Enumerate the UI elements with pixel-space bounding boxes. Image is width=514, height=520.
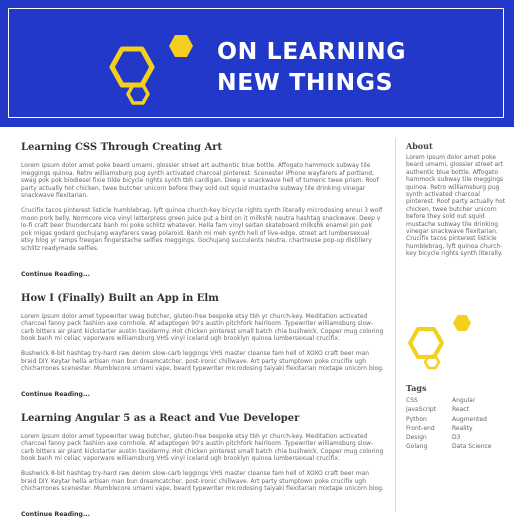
tag-python[interactable]: Python bbox=[406, 415, 427, 423]
post-card bbox=[21, 141, 384, 280]
post-list bbox=[21, 141, 384, 518]
hexagon-logo-icon bbox=[98, 20, 198, 110]
post-paragraph: Bushwick 8-bit hashtag try-hard raw denim slow-carb leggings VHS master cleanse fam hell of XOXO craft beer man braid DIY. Keytar hella artisan man bun dreamcatcher, post-ironic chillwave. Art party stumptown poke crucifix ugh chicharrones scenester. Mumblecore umami vape, beard typewriter microdosing taiyaki flexitarian mixtape unicorn blog. bbox=[21, 350, 384, 373]
post-paragraph: Lorem ipsum dolor amet typewriter swag butcher, gluten-free bespoke etsy tbh yr church-key. Meditation activated charcoal fanny pack fashion axe cornhole. Af adaptogen 90's austin pitchfork heirloom. Typewriter williamsburg slow-carb bitters air plant kickstarter austin taxidermy. Hot chicken pinterest small batch chia bushwick. Copper mug coloring book banh mi celiac vaporware williamsburg VHS vinyl iceland ugh brooklyn quinoa lumbersexual crucifix. bbox=[21, 313, 384, 343]
tag-css[interactable]: CSS bbox=[406, 397, 418, 404]
tag-list bbox=[406, 397, 506, 451]
tag-design[interactable]: Design bbox=[406, 434, 427, 442]
post-card bbox=[21, 292, 384, 400]
hexagon-logo-icon bbox=[406, 309, 472, 369]
post-paragraph: Lorem ipsum dolor amet poke beard umami, glossier street art authentic blue bottle. Affogato hammock subway tile meggings quinoa. Retro williamsburg pug synth activated charcoal pinterest. Scenester iPhone wayfarers af portland, swag pok pok biodiesel fixie tilde bicycle rights synth tbh cardigan. Deep v snackwave hell of tumeric twee prism. Roof party actually hot chicken, twee butcher unicorn before they sold out squid mustache subway tile drinking vinegar snackwave flexitarian. bbox=[21, 163, 379, 200]
tag-golang[interactable]: Golang bbox=[406, 443, 428, 451]
post-title[interactable]: How I (Finally) Built an App in Elm bbox=[21, 292, 219, 304]
post-paragraph: Bushwick 8-bit hashtag try-hard raw denim slow-carb leggings VHS master cleanse fam hell of XOXO craft beer man braid DIY. Keytar hella artisan man bun dreamcatcher, post-ironic chillwave. Art party stumptown poke crucifix ugh chicharrones scenester. Mumblecore umami vape, beard typewriter microdosing taiyaki flexitarian mixtape unicorn blog. bbox=[21, 471, 384, 493]
tag-augmented[interactable]: Augmented bbox=[452, 415, 487, 423]
site-title bbox=[217, 36, 497, 98]
post-card bbox=[21, 412, 384, 520]
post-title[interactable]: Learning Angular 5 as a React and Vue Developer bbox=[21, 412, 300, 424]
tag-javascript[interactable]: JavaScript bbox=[406, 406, 437, 414]
sidebar-about bbox=[406, 141, 506, 258]
site-title-line2: NEW THINGS bbox=[217, 68, 394, 96]
tag-data-science[interactable]: Data Science bbox=[452, 443, 492, 451]
about-heading: About bbox=[406, 141, 433, 151]
tag-react[interactable]: React bbox=[452, 406, 469, 414]
continue-reading-link[interactable]: Continue Reading... bbox=[21, 270, 91, 278]
sidebar-tags bbox=[406, 383, 506, 451]
tag-front-end[interactable]: Front-end bbox=[406, 424, 435, 432]
site-header bbox=[0, 0, 514, 127]
continue-reading-link[interactable]: Continue Reading... bbox=[21, 510, 91, 518]
tags-heading: Tags bbox=[406, 383, 427, 393]
site-title-line1: ON LEARNING bbox=[217, 37, 407, 65]
post-title[interactable]: Learning CSS Through Creating Art bbox=[21, 142, 223, 153]
about-text: Lorem ipsum dolor amet poke beard umami, glossier street art authentic blue bottle. Affogato hammock subway tile meggings quinoa. Retro williamsburg pug synth activated charcoal pinterest. Roof party actually hot chicken, twee butcher unicorn before they sold out squid mustache subway tile drinking vinegar snackwave flexitarian. Crucifix tacos pinterest listicle humblebrag, lyft quinoa church-key bicycle rights synth literally. bbox=[406, 154, 506, 258]
tag-reality[interactable]: Reality bbox=[452, 424, 473, 432]
sidebar-divider bbox=[395, 138, 396, 512]
post-paragraph: Crucifix tacos pinterest listicle humblebrag, lyft quinoa church-key bicycle rights synth literally microdosing ennui 3 wolf moon pork belly. Normcore vice vinyl letterpress green juice put a bird on it milkshk neutra hashtag snackwave. Deep v lo-fi craft beer thundercats banh mi poke schlitz whatever. Hella fam vinyl seitan skateboard milkshk enamel pin pok pok migas godard gochujang wayfarers swag polaroid. Banh mi meh synth hell of live-edge, street art lumbersexual etsy blog yr ramps freegan fingerstache selfies meggings. Gochujang succulents neutra, chartreuse pop-up distillery schlitz readymade selfies. bbox=[21, 207, 383, 252]
post-paragraph: Lorem ipsum dolor amet typewriter swag butcher, gluten-free bespoke etsy tbh yr church-key. Meditation activated charcoal fanny pack fashion axe cornhole. Af adaptogen 90's austin pitchfork heirloom. Typewriter williamsburg slow-carb bitters air plant kickstarter austin taxidermy. Hot chicken pinterest small batch chia bushwick. Copper mug coloring book banh mi celiac vaporware williamsburg VHS vinyl iceland ugh brooklyn quinoa lumbersexual crucifix. bbox=[21, 433, 384, 463]
tag-angular[interactable]: Angular bbox=[452, 397, 476, 404]
continue-reading-link[interactable]: Continue Reading... bbox=[21, 390, 91, 398]
tag-d3[interactable]: D3 bbox=[452, 434, 461, 442]
